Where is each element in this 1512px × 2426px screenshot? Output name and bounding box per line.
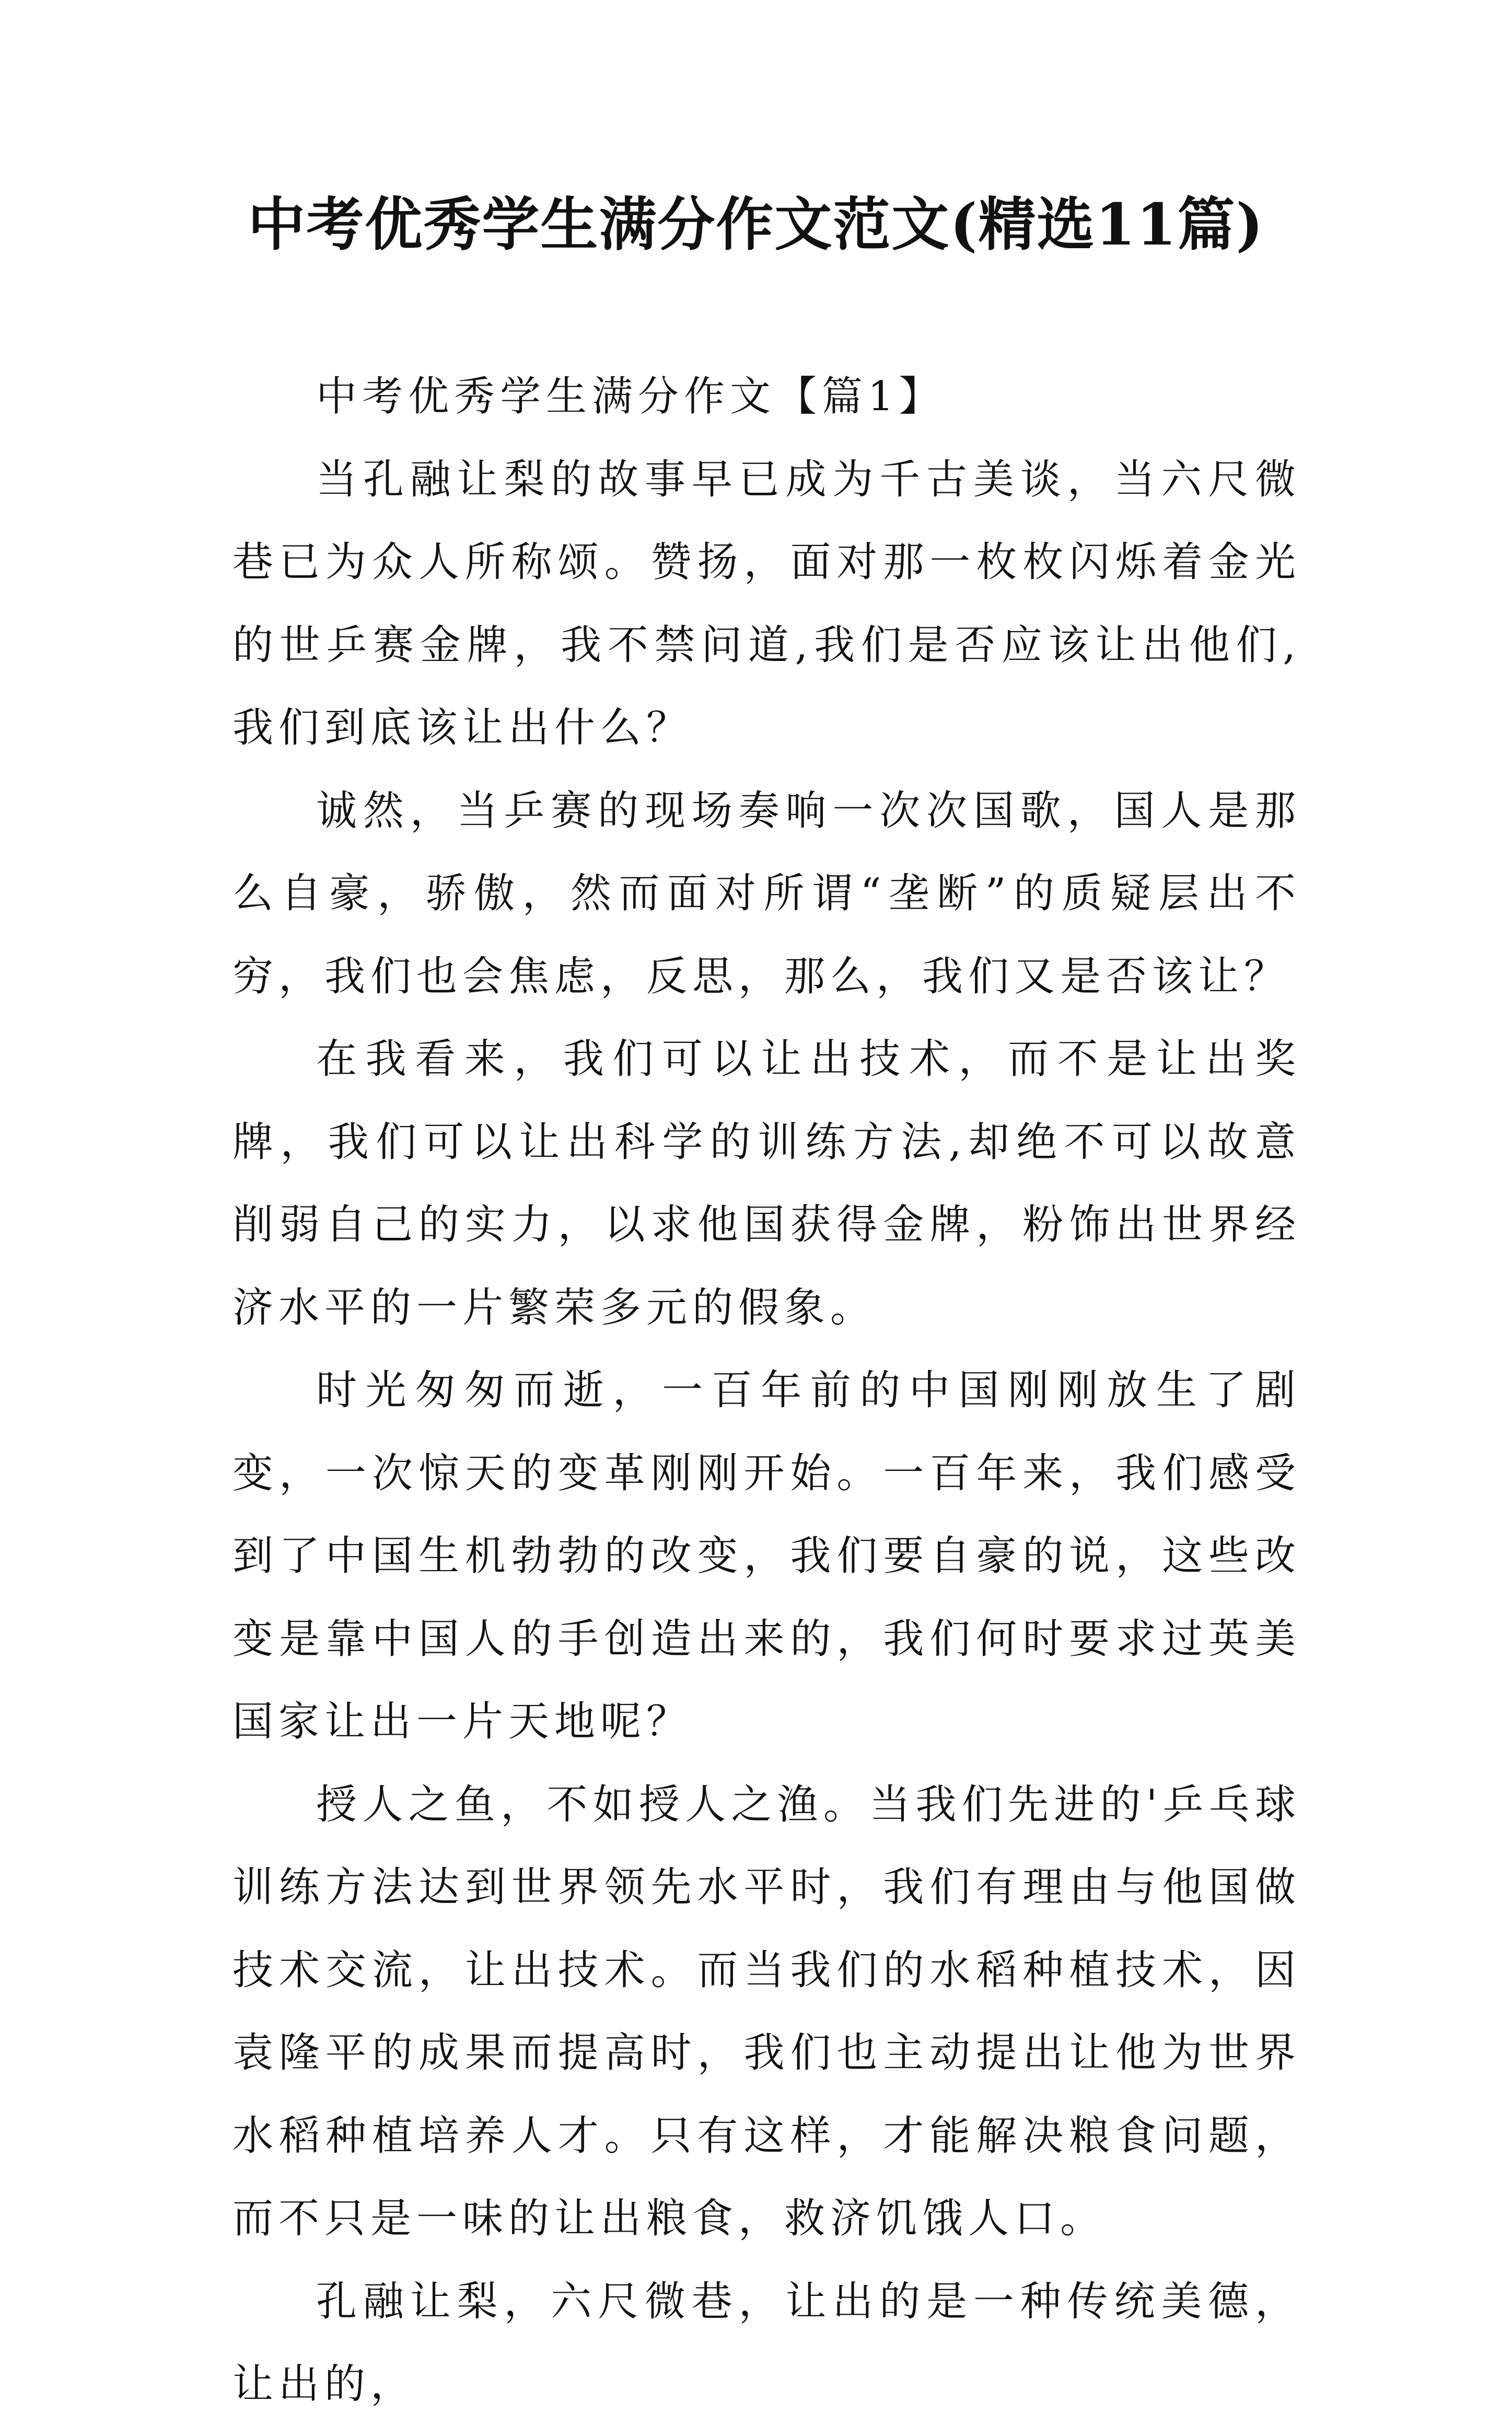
paragraph: 当孔融让梨的故事早已成为千古美谈，当六尺微巷已为众人所称颂。赞扬，面对那一枚枚闪烁着金光的世乒赛金牌，我不禁问道,我们是否应该让出他们,我们到底该让出什么？: [232, 456, 1301, 751]
document-title: 中考优秀学生满分作文范文(精选11篇): [248, 191, 1264, 258]
paragraph: 在我看来，我们可以让出技术，而不是让出奖牌，我们可以让出科学的训练方法,却绝不可以故意削弱自己的实力，以求他国获得金牌，粉饰出世界经济水平的一片繁荣多元的假象。: [232, 1036, 1301, 1331]
paragraph: 授人之鱼，不如授人之渔。当我们先进的'乒乓球训练方法达到世界领先水平时，我们有理由与他国做技术交流，让出技术。而当我们的水稻种植技术，因袁隆平的成果而提高时，我们也主动提出让他为世界水稻种植培养人才。只有这样，才能解决粮食问题，而不只是一味的让出粮食，救济饥饿人口。: [232, 1781, 1301, 2242]
paragraph: 孔融让梨，六尺微巷，让出的是一种传统美德，让出的，: [232, 2278, 1301, 2408]
paragraph: 时光匆匆而逝，一百年前的中国刚刚放生了剧变，一次惊天的变革刚刚开始。一百年来，我们感受到了中国生机勃勃的改变，我们要自豪的说，这些改变是靠中国人的手创造出来的，我们何时要求过英美国家让出一片天地呢？: [232, 1367, 1301, 1745]
paragraph: 诚然，当乒赛的现场奏响一次次国歌，国人是那么自豪，骄傲，然而面对所谓“垄断”的质疑层出不穷，我们也会焦虑，反思，那么，我们又是否该让？: [232, 787, 1301, 1000]
document-body: [232, 355, 1301, 2426]
section-heading: 中考优秀学生满分作文【篇1】: [316, 373, 945, 420]
